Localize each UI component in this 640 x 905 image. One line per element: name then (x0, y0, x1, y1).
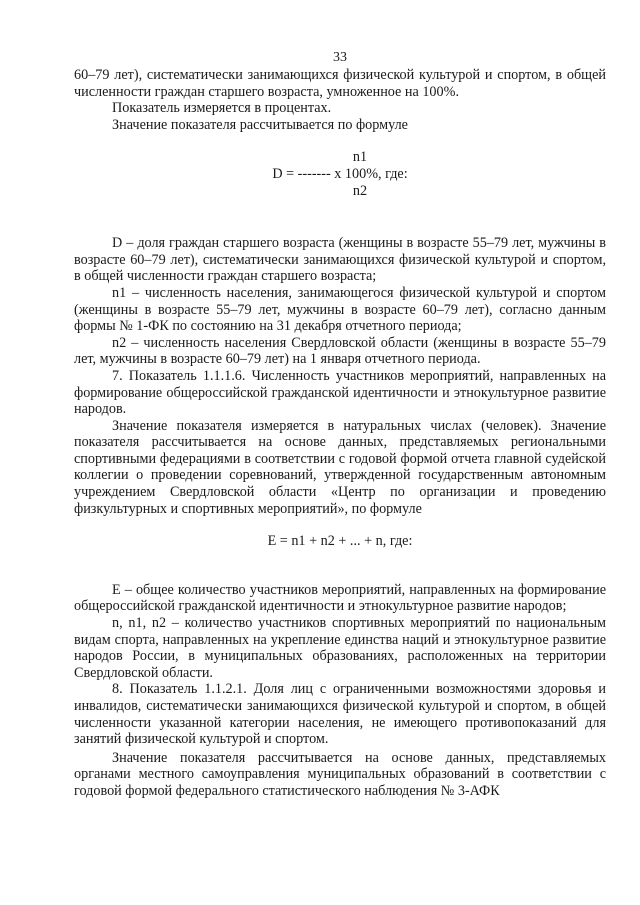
formula-1-main: D = ------- х 100%, где: (272, 165, 408, 182)
definition-n2: n2 – численность населения Свердловской области (женщины в возрасте 55–79 лет, мужчины в возрасте 60–79 лет) на 1 января отчетного периода. (74, 334, 606, 368)
intro-paragraph-formula-lead: Значение показателя рассчитывается по формуле (112, 116, 408, 133)
page-number: 33 (333, 50, 347, 65)
definition-n-list: n, n1, n2 – количество участников спортивных мероприятий по национальным видам спорта, направленных на укрепление единства наций и этнокультурное развитие народов России, в муниципальных образованиях, расположенных на территории Свердловской области. (74, 615, 606, 681)
intro-paragraph-continuation: 60–79 лет), систематически занимающихся физической культурой и спортом, в общей численности граждан старшего возраста, умноженное на 100%. (74, 67, 606, 100)
section-8-heading: 8. Показатель 1.1.2.1. Доля лиц с ограниченными возможностями здоровья и инвалидов, систематически занимающихся физической культурой и спортом, в общей численности указанной категории населения, не имеющего противопоказаний для занятий физической культурой и спортом. (74, 681, 606, 748)
intro-paragraph-units: Показатель измеряется в процентах. (112, 100, 332, 117)
definition-e: E – общее количество участников мероприятий, направленных на формирование общероссийской гражданской идентичности и этнокультурное развитие народов; (74, 581, 606, 615)
section-7-heading: 7. Показатель 1.1.1.6. Численность участников мероприятий, направленных на формирование общероссийской гражданской идентичности и этнокультурное развитие народов. (74, 367, 606, 418)
section-8-body: Значение показателя рассчитывается на основе данных, представляемых органами местного самоуправления муниципальных образований в соответствии с годовой формой федерального статистического наблюдения № 3-АФК (74, 749, 606, 799)
formula-2: E = n1 + n2 + ... + n, где: (267, 533, 413, 550)
formula-1-denominator: n2 (352, 182, 368, 199)
definition-d: D – доля граждан старшего возраста (женщины в возрасте 55–79 лет, мужчины в возрасте 60–79 лет), систематически занимающихся физической культурой и спортом, в общей численности граждан старшего возраста; (74, 235, 606, 285)
formula-1-numerator: n1 (352, 149, 368, 166)
section-7-body: Значение показателя измеряется в натуральных числах (человек). Значение показателя рассчитывается на основе данных, представляемых региональными спортивными федерациями в соответствии с годовой формой отчета главной судейской коллегии о проведении соревнований, утвержденной государственным автономным учреждением Свердловской области «Центр по организации и проведению физкультурных и спортивных мероприятий», по формуле (74, 417, 606, 517)
document-page (74, 0, 606, 905)
page-content (74, 67, 606, 800)
formula-1 (74, 149, 606, 199)
definition-n1: n1 – численность населения, занимающегося физической культурой и спортом (женщины в возрасте 55–79 лет, мужчины в возрасте 60–79 лет), согласно данным формы № 1-ФК по состоянию на 31 декабря отчетного периода; (74, 284, 606, 335)
